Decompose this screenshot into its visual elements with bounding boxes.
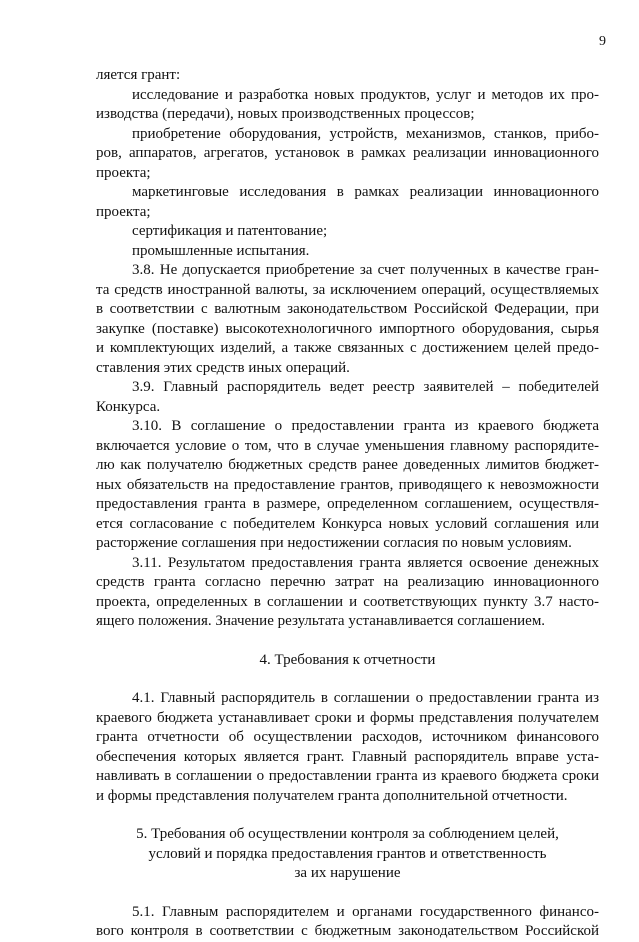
paragraph [96,261,599,378]
text-line: проекта; [96,203,151,220]
heading-line: 4. Требования к отчетности [259,651,436,668]
paragraph [96,86,599,125]
text-line: 3.8. Не допускается приобретение за счет полученных в качестве гран- [132,262,599,278]
section-heading [96,651,599,671]
text-line: гранта отчетности об осуществлении расходов, источником финансового [96,729,599,745]
paragraph [96,125,599,184]
paragraph [96,66,599,86]
text-line: сертификация и патентование; [132,223,328,239]
paragraph [96,903,599,942]
text-line: предоставления гранта в размере, определенном соглашением, осуществля- [96,496,599,512]
text-line: ляется грант: [96,67,181,83]
paragraph [96,417,599,554]
text-line: 5.1. Главным распорядителем и органами государственного финансо- [132,903,599,920]
paragraph [96,378,599,417]
text-line: исследование и разработка новых продуктов, услуг и методов их про- [132,86,599,103]
text-line: ных обязательств на предоставление грантов, приводящего к невозможности [96,476,599,493]
text-line: навливать в соглашении о предоставлении гранта из краевого бюджета сроки [96,768,599,784]
text-line: промышленные испытания. [132,242,310,259]
text-line: включается условие о том, что в случае уменьшения главному распорядите- [96,437,599,454]
text-line: изводства (передачи), новых производственных процессов; [96,106,475,122]
text-line: краевого бюджета устанавливает сроки и формы представления получателем [96,709,599,726]
text-line: обеспечения которых является грант. Главный распорядитель вправе уста- [96,748,599,765]
text-line: маркетинговые исследования в рамках реализации инновационного [132,184,599,200]
heading-line: условий и порядка предоставления грантов и ответственность [148,845,547,862]
text-line: ящего положения. Значение результата устанавливается соглашением. [96,613,546,629]
document-body [96,66,599,942]
text-line: лю как получателю бюджетных средств ранее доведенных лимитов бюджет- [96,457,599,473]
text-line: ров, аппаратов, агрегатов, установок в рамках реализации инновационного [96,145,599,161]
paragraph [96,242,599,262]
text-line: ставления этих средств иных операций. [96,359,350,376]
text-line: и комплектующих изделий, а также связанных с достижением целей предо- [96,340,599,356]
text-line: 3.11. Результатом предоставления гранта является освоение денежных [132,554,599,571]
text-line: 3.9. Главный распорядитель ведет реестр заявителей – победителей [132,379,599,395]
text-line: расторжение соглашения при недостижении согласия по новым условиям. [96,535,572,551]
text-line: и формы представления получателем гранта дополнительной отчетности. [96,787,568,804]
text-line: вого контроля в соответствии с бюджетным законодательством Российской [96,923,599,939]
page-number: 9 [599,34,606,49]
text-line: закупке (поставке) высокотехнологичного импортного оборудования, сырья [96,320,599,337]
text-line: 4.1. Главный распорядитель в соглашении о предоставлении гранта из [132,690,599,706]
section-heading [96,825,599,884]
text-line: в соответствии с валютным законодательством Российской Федерации, при [96,301,599,317]
text-line: приобретение оборудования, устройств, механизмов, станков, прибо- [132,125,599,142]
paragraph [96,222,599,242]
text-line: ется согласование с победителем Конкурса новых условий соглашения или [96,515,599,532]
heading-line: 5. Требования об осуществлении контроля за соблюдением целей, [136,826,559,842]
text-line: Конкурса. [96,398,161,415]
heading-line: за их нарушение [294,865,401,881]
text-line: проекта; [96,164,151,181]
paragraph [96,183,599,222]
paragraph [96,689,599,806]
text-line: 3.10. В соглашение о предоставлении гранта из краевого бюджета [132,418,599,434]
paragraph [96,554,599,632]
text-line: средств гранта согласно перечню затрат на реализацию инновационного [96,574,599,590]
text-line: та средств иностранной валюты, за исключением операций, осуществляемых [96,281,599,298]
text-line: проекта, определенных в соглашении и соответствующих пункту 3.7 насто- [96,593,599,610]
